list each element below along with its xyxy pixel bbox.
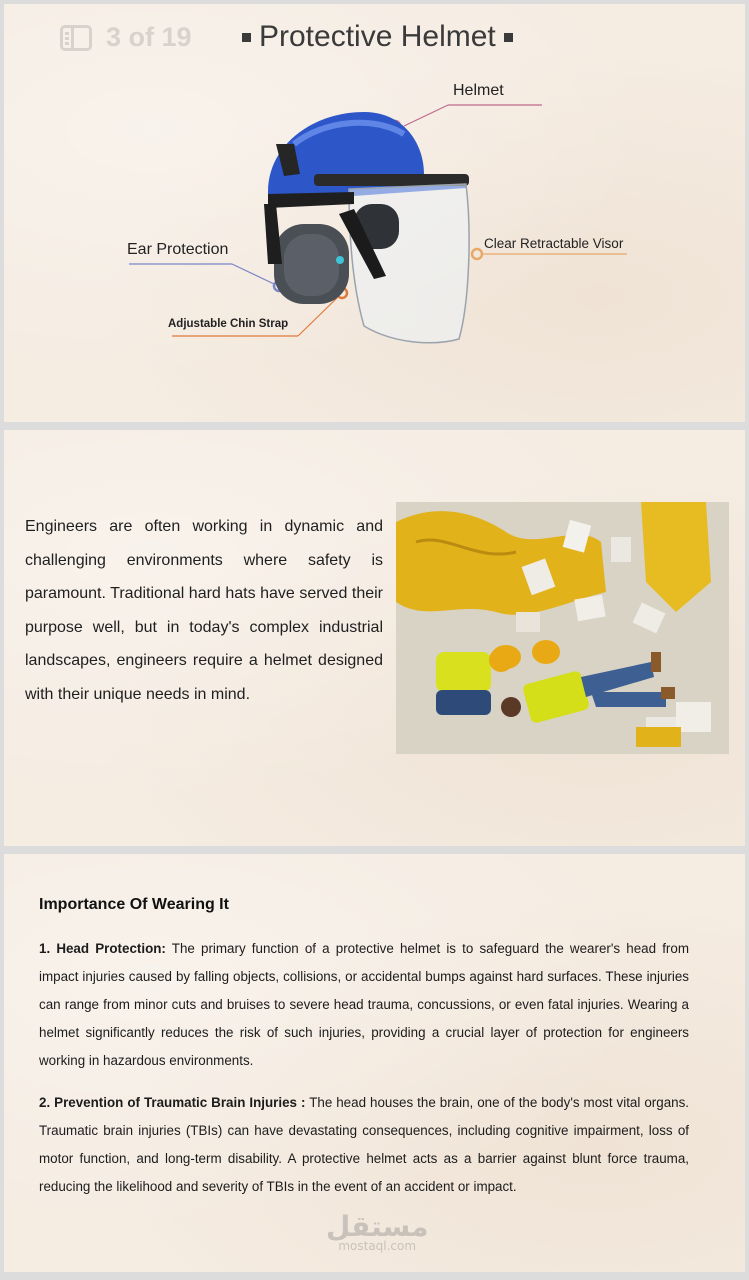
watermark-arabic: مستقل (326, 1210, 429, 1243)
worksite-accident-photo (396, 502, 729, 754)
slide-intro (4, 430, 745, 846)
paragraph-body: The head houses the brain, one of the body's most vital organs. Traumatic brain injuries (TBIs) can have devastating consequences, including cognitive impairment, loss of motor function, and long-term disability. A protective helmet acts as a barrier against blunt force trauma, reducing the likelihood and severity of TBIs in the event of an accident or impact. (39, 1095, 689, 1194)
intro-paragraph: Engineers are often working in dynamic and challenging environments where safety is paramount. Traditional hard hats have served their purpose well, but in today's complex industrial landscapes, engineers require a helmet designed with their unique needs in mind. (25, 518, 383, 703)
mostaql-watermark (326, 1210, 428, 1253)
watermark-url: mostaql.com (338, 1239, 417, 1253)
section-heading: Importance Of Wearing It (39, 896, 229, 913)
slide-title-text: Protective Helmet (259, 20, 496, 53)
paragraph-body: The primary function of a protective helmet is to safeguard the wearer's head from impact injuries caused by falling objects, collisions, or accidental bumps against hard surfaces. These injuries can range from minor cuts and bruises to severe head trauma, concussions, or even fatal injuries. Wearing a helmet significantly reduces the risk of such injuries, providing a crucial layer of protection for engineers working in hazardous environments. (39, 941, 689, 1068)
paragraph-title: 2. Prevention of Traumatic Brain Injuries : (39, 1095, 306, 1110)
callout-visor: Clear Retractable Visor (484, 236, 624, 251)
slide-importance (4, 854, 745, 1272)
paragraph-title: 1. Head Protection: (39, 941, 166, 956)
helmet-illustration (254, 104, 484, 354)
callout-ear-protection: Ear Protection (127, 241, 229, 258)
paragraph-head-protection (39, 935, 689, 1075)
slide-counter-text: 3 of 19 (106, 22, 192, 52)
slide-protective-helmet (4, 4, 745, 422)
callout-helmet: Helmet (453, 82, 504, 99)
callout-chin-strap: Adjustable Chin Strap (168, 318, 289, 330)
paragraph-tbi-prevention (39, 1089, 689, 1201)
